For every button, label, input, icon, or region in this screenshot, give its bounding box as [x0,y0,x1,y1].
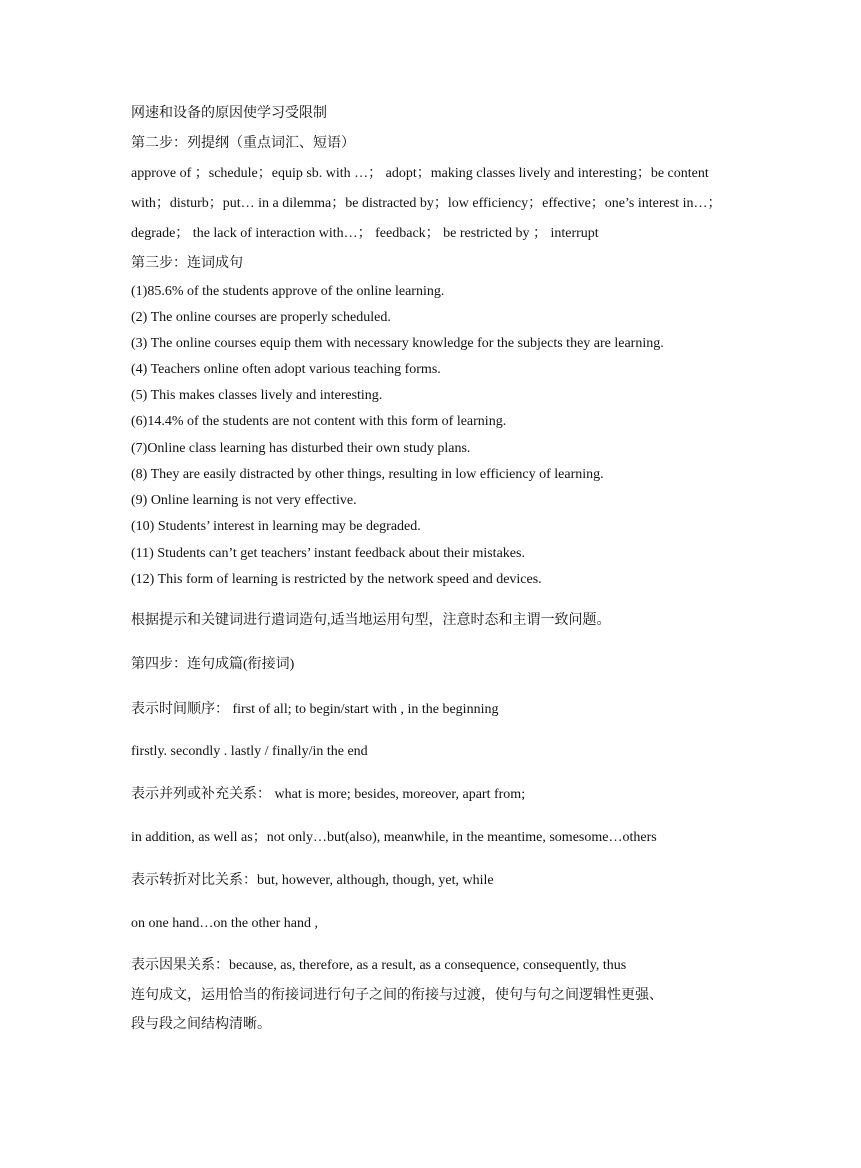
connector-line-4: in addition, as well as；not only…but(also), meanwhile, in the meantime, somesome…others [131,830,657,845]
sentence-11: (11) Students can’t get teachers’ instant feedback about their mistakes. [131,546,525,561]
sentence-12: (12) This form of learning is restricted by the network speed and devices. [131,572,542,587]
step2-line-3: degrade； the lack of interaction with…； feedback； be restricted by ； interrupt [131,226,599,241]
sentence-9: (9) Online learning is not very effective. [131,493,357,508]
step2-line-1: approve of ；schedule；equip sb. with …； adopt；making classes lively and interesting；be content [131,166,709,181]
sentence-7: (7)Online class learning has disturbed their own study plans. [131,441,471,456]
sentence-2: (2) The online courses are properly scheduled. [131,310,391,325]
step3-note: 根据提示和关键词进行遣词造句,适当地运用句型，注意时态和主谓一致问题。 [131,613,611,628]
step4-heading: 第四步：连句成篇(衔接词) [131,657,295,672]
sentence-4: (4) Teachers online often adopt various teaching forms. [131,362,441,377]
step3-heading: 第三步：连词成句 [131,256,243,271]
sentence-10: (10) Students’ interest in learning may be degraded. [131,519,421,534]
connector-line-2: firstly. secondly . lastly / finally/in the end [131,744,368,759]
summary-line-1: 连句成文，运用恰当的衔接词进行句子之间的衔接与过渡，使句与句之间逻辑性更强、 [131,988,663,1003]
sentence-8: (8) They are easily distracted by other things, resulting in low efficiency of learning. [131,467,604,482]
sentence-3: (3) The online courses equip them with necessary knowledge for the subjects they are learning. [131,336,664,351]
sentence-5: (5) This makes classes lively and interesting. [131,388,383,403]
connector-line-3: 表示并列或补充关系： what is more; besides, moreover, apart from; [131,787,526,802]
connector-line-7: 表示因果关系：because, as, therefore, as a result, as a consequence, consequently, thus [131,958,627,973]
intro-line: 网速和设备的原因使学习受限制 [131,106,327,121]
connector-line-5: 表示转折对比关系：but, however, although, though, yet, while [131,873,494,888]
step2-line-2: with；disturb；put… in a dilemma；be distracted by；low efficiency；effective；one’s interest in…； [131,196,722,211]
connector-line-6: on one hand…on the other hand , [131,916,319,931]
connector-line-1: 表示时间顺序： first of all; to begin/start with , in the beginning [131,702,499,717]
summary-line-2: 段与段之间结构清晰。 [131,1017,271,1032]
sentence-6: (6)14.4% of the students are not content with this form of learning. [131,414,507,429]
sentence-1: (1)85.6% of the students approve of the online learning. [131,284,445,299]
step2-heading: 第二步：列提纲（重点词汇、短语） [131,136,355,151]
